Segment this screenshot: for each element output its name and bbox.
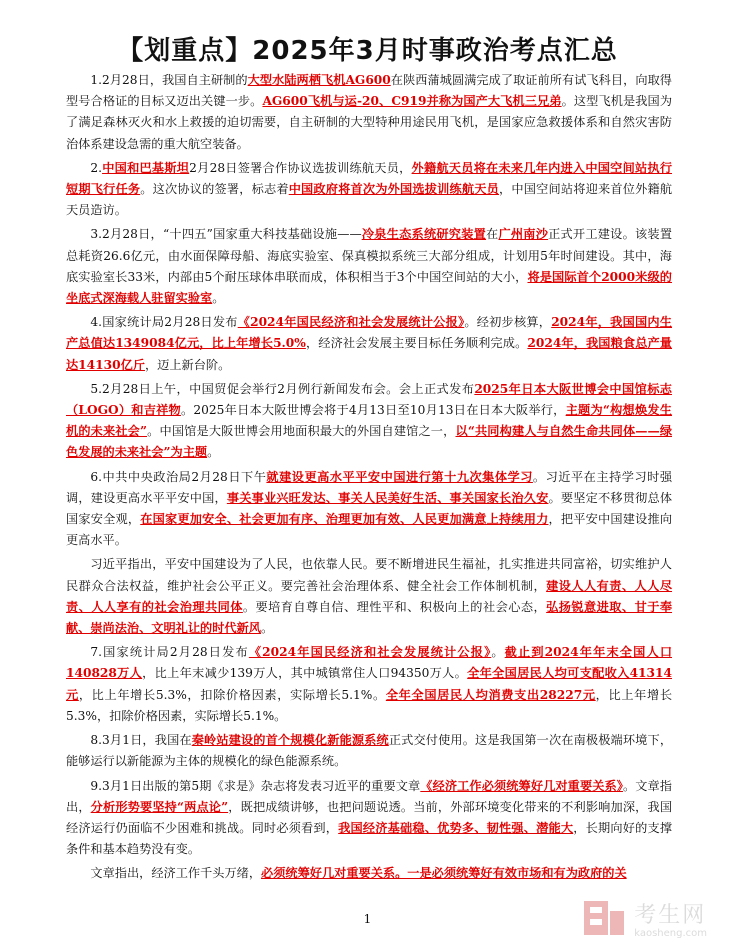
paragraph [66,158,672,222]
paragraph-text: 。要坚定不移贯彻总体国家安全观， [66,490,673,527]
highlighted-phrase: 秦岭站建设的首个规模化新能源系统 [191,733,389,748]
page-number: 1 [363,912,372,926]
highlighted-phrase: 截止到2024年年末全国人口140828万人 [66,645,673,681]
paragraph-text: 。这型飞机是我国为了满足森林灭火和水上救援的迫切需要，自主研制的大型特种用途民用飞机，是国家应急救援体系和自然灾害防治体系建设急需的重大航空装备。 [66,94,673,151]
paragraph-text: 。 [212,291,225,306]
paragraph-text: ，中国空间站将迎来首位外籍航天员造访。 [66,182,673,218]
paragraph-text: 7.国家统计局2月28日发布 [90,645,249,660]
paragraph-text: 9.3月1日出版的第5期《求是》杂志将发表习近平的重要文章 [90,778,421,793]
paragraph-text: 8.3月1日，我国在 [90,733,192,748]
paragraph-text: 。要培育自尊自信、理性平和、积极向上的社会心态， [242,599,547,614]
highlighted-phrase: 外籍航天员将在未来几年内进入中国空间站执行短期飞行任务 [66,160,673,197]
paragraph-text: 。经初步核算， [464,315,552,330]
document-body [66,70,672,888]
paragraph-text: ，把平安中国建设推向更高水平。 [66,512,673,548]
highlighted-phrase: 2025年日本大阪世博会中国馆标志（LOGO）和吉祥物 [66,381,672,418]
paragraph-text: ，长期向好的支撑条件和基本趋势没有变。 [66,820,673,857]
highlighted-phrase: 广州南沙 [498,227,549,242]
highlighted-phrase: 《2024年国民经济和社会发展统计公报》 [248,645,492,660]
paragraph-text: 正式开工建设。该装置总耗资26.6亿元，由水面保障母船、海底实验室、保真模拟系统三大部分组成，计划用5年时间建设。其中，海底实验室长33米，内部由5个耐压球体串联而成，体积相当于3个中国空间站的大小， [66,227,673,284]
paragraph-text: 。 [491,645,505,660]
highlighted-phrase: 2024年，我国国内生产总值达1349084亿元，比上年增长5.0% [66,315,673,351]
paragraph-text: 正式交付使用。这是我国第一次在南极极端环境下，能够运行以新能源为主体的规模化的绿色能源系统。 [66,733,673,769]
paragraph-text: 4.国家统计局2月28日发布 [90,315,238,330]
paragraph [66,224,672,309]
paragraph [66,70,672,155]
highlighted-phrase: 《经济工作必须统筹好几对重要关系》 [420,778,623,793]
paragraph-text: 。文章指出， [66,778,672,814]
highlighted-phrase: AG600飞机与运-20、C919并称为国产大飞机三兄弟 [262,94,562,109]
highlighted-phrase: 就建设更高水平平安中国进行第十九次集体学习 [266,469,533,484]
highlighted-phrase: 中国和巴基斯坦 [102,160,190,175]
highlighted-phrase: 主题为“构想焕发生机的未来社会” [66,403,673,439]
paragraph [66,776,672,861]
highlighted-phrase: 冷泉生态系统研究装置 [361,227,487,242]
paragraph-text: 。 [207,445,220,460]
page-title: 【划重点】2025年3月时事政治考点汇总 [117,36,618,66]
paragraph-text: 5.2月28日上午，中国贸促会举行2月例行新闻发布会。会上正式发布 [90,381,475,396]
paragraph-text: 文章指出，经济工作千头万绪， [90,866,262,881]
highlighted-phrase: 分析形势要坚持“两点论” [90,799,229,814]
watermark-logo-icon [582,897,628,939]
paragraph-text: 。 [261,621,274,636]
paragraph-text: 1.2月28日，我国自主研制的 [90,73,248,87]
paragraph-text: 。2025年日本大阪世博会将于4月13日至10月13日在日本大阪举行， [180,403,566,418]
highlighted-phrase: 在国家更加安全、社会更加有序、治理更加有效、人民更加满意上持续用力 [140,512,549,527]
highlighted-phrase: 事关事业兴旺发达、事关人民美好生活、事关国家长治久安 [226,490,549,505]
watermark [582,897,707,939]
highlighted-phrase: 将是国际首个2000米级的坐底式深海载人驻留实验室 [66,269,672,306]
paragraph-text: ，迈上新台阶。 [144,357,231,372]
highlighted-phrase: 全年全国居民人均可支配收入41314元 [66,666,672,702]
paragraph-text: ，比上年增长5.3%，扣除价格因素，实际增长5.1%。 [66,687,673,723]
watermark-url: kaosheng.com [634,928,707,939]
paragraph-text: 。习近平在主持学习时强调，建设更高水平平安中国， [66,469,673,505]
paragraph-text: ，比上年末减少139万人，其中城镇常住人口94350万人。 [142,666,468,681]
paragraph-text: 。中国馆是大阪世博会用地面积最大的外国自建馆之一， [147,424,456,439]
paragraph [66,467,672,552]
paragraph [66,863,672,884]
paragraph-text: 。这次协议的签署，标志着 [140,182,289,197]
paragraph-text: 在 [486,227,499,242]
paragraph-text: ，比上年增长5.3%，扣除价格因素，实际增长5.1%。 [78,687,386,702]
paragraph [66,312,672,376]
highlighted-phrase: 我国经济基础稳、优势多、韧性强、潜能大 [338,820,574,835]
highlighted-phrase: 必须统筹好几对重要关系。一是必须统筹好有效市场和有为政府的关 [261,866,627,881]
paragraph-text: ，经济社会发展主要目标任务顺利完成。 [305,336,528,351]
highlighted-phrase: 大型水陆两栖飞机AG600 [247,73,391,87]
paragraph [66,642,672,727]
highlighted-phrase: 中国政府将首次为外国选拔训练航天员 [288,182,499,197]
highlighted-phrase: 弘扬锐意进取、甘于奉献、崇尚法治、文明礼让的时代新风 [66,599,673,636]
watermark-text: 考生网 [634,903,707,928]
paragraph-text: 2月28日签署合作协议选拔训练航天员， [189,160,412,175]
highlighted-phrase: 《2024年国民经济和社会发展统计公报》 [237,315,465,330]
paragraph-text: 6.中共中央政治局2月28日下午 [90,469,267,484]
paragraph-text: 2. [90,160,103,175]
paragraph-text: ，既把成绩讲够，也把问题说透。当前，外部环境变化带来的不利影响加深，我国经济运行仍面临不少困难和挑战。同时必须看到， [66,799,673,835]
paragraph [66,554,672,639]
highlighted-phrase: 全年全国居民人均消费支出28227元 [385,687,596,702]
highlighted-phrase: 建设人人有责、人人尽责、人人享有的社会治理共同体 [66,578,673,614]
paragraph [66,379,672,464]
paragraph [66,730,672,772]
highlighted-phrase: 2024年，我国粮食总产量达14130亿斤 [66,336,672,372]
paragraph-text: 习近平指出，平安中国建设为了人民，也依靠人民。要不断增进民生福祉，扎实推进共同富裕，切实维护人民群众合法权益，维护社会公平正义。要完善社会治理体系、健全社会工作体制机制， [66,557,672,593]
paragraph-text: 3.2月28日，“十四五”国家重大科技基础设施—— [90,227,362,242]
paragraph-text: 在陕西蒲城圆满完成了取证前所有试飞科目，向取得型号合格证的目标又迈出关键一步。 [66,73,672,109]
highlighted-phrase: 以“共同构建人与自然生命共同体——绿色发展的未来社会”为主题 [66,424,673,460]
